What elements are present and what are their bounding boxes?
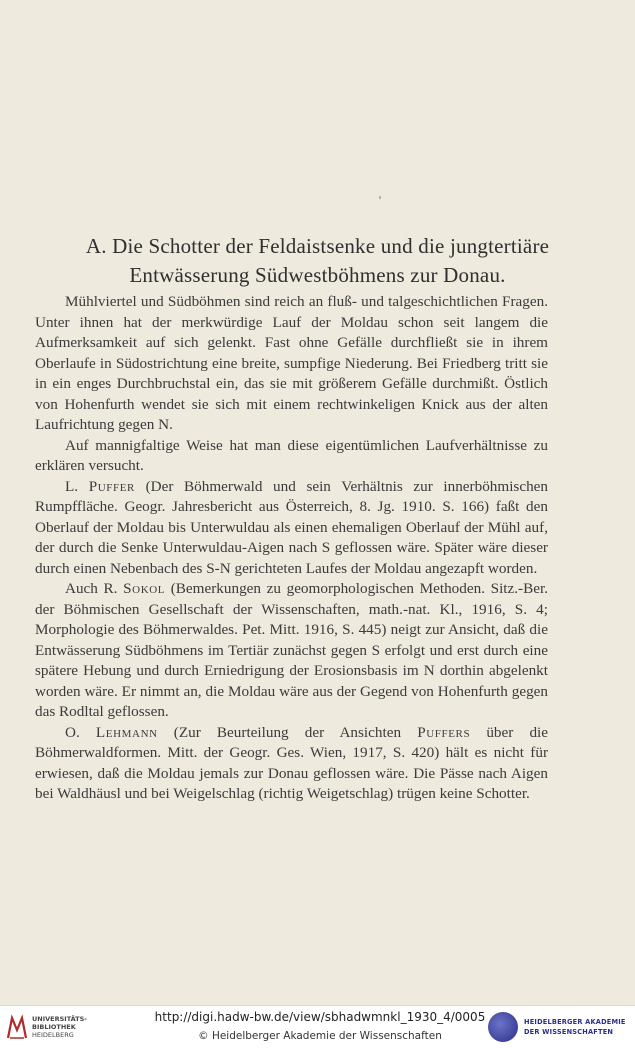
academy-logo[interactable]: [488, 1010, 633, 1044]
library-logo-text: [32, 1015, 87, 1039]
body-text: [35, 292, 548, 805]
library-emblem-icon: [6, 1014, 28, 1040]
author-name-puffer: Puffer: [88, 477, 135, 495]
paragraph-4-lead: Auch R.: [65, 580, 124, 597]
heading-line-2: Entwässerung Südwestböhmens zur Donau.: [129, 263, 506, 287]
author-name-lehmann: Lehmann: [95, 723, 158, 741]
paragraph-4: [35, 579, 548, 723]
viewer-footer: [0, 1005, 635, 1048]
heading-line-1: A. Die Schotter der Feldaistsenke und die jungtertiäre: [85, 234, 550, 258]
library-logo-line-1: UNIVERSITÄTS-: [32, 1015, 87, 1023]
paragraph-3: [35, 477, 548, 580]
permalink-url[interactable]: http://digi.hadw-bw.de/view/sbhadwmnkl_1930_4/0005: [154, 1010, 486, 1024]
paragraph-5: [35, 723, 548, 805]
speck-mark: [379, 196, 381, 199]
academy-logo-line-2: DER WISSENSCHAFTEN: [524, 1028, 614, 1036]
paragraph-5-text-a: (Zur Beurteilung der Ansichten: [157, 723, 418, 741]
library-logo-line-2: BIBLIOTHEK: [32, 1023, 76, 1031]
paragraph-5-text-b: über die Böhmerwaldformen. Mitt. der Geogr. Ges. Wien, 1917, S. 420) hält es nicht für erwiesen, daß die Moldau jemals zur Donau geflossen wäre. Die Pässe nach Aigen bei Waldhäusl und bei Weigelschlag (richtig Weigetschlag) trügen keine Schotter.: [35, 723, 549, 802]
university-library-logo[interactable]: [6, 1012, 116, 1042]
academy-emblem-icon: [488, 1012, 518, 1042]
academy-logo-line-1: HEIDELBERGER AKADEMIE: [524, 1018, 626, 1026]
paragraph-4-text: (Bemerkungen zu geomorphologischen Methoden. Sitz.-Ber. der Böhmischen Gesellschaft der Wissenschaften, math.-nat. Kl., 1916, S. 4; Morphologie des Böhmerwaldes. Pet. Mitt. 1916, S. 445) neigt zur Ansicht, daß die Entwässerung Südböhmens im Tertiär zunächst gegen S erfolgt und erst durch eine spätere Hebung und durch Erniedrigung der Erosionsbasis im N dorthin abgelenkt worden wäre. Er nimmt an, die Moldau wäre aus der Gegend von Hohenfurth gegen das Rodltal geflossen.: [35, 580, 549, 720]
chapter-heading: [20, 232, 615, 290]
academy-logo-text: [524, 1017, 626, 1037]
paragraph-3-lead: L.: [65, 477, 89, 495]
author-name-sokol: Sokol: [123, 580, 166, 597]
paragraph-2: Auf mannigfaltige Weise hat man diese eigentümlichen Laufverhältnisse zu erklären versucht.: [35, 436, 548, 474]
paragraph-1: Mühlviertel und Südböhmen sind reich an fluß- und talgeschichtlichen Fragen. Unter ihnen hat der merkwürdige Lauf der Moldau schon seit langem die Aufmerksamkeit auf sich gelenkt. Fast ohne Gefälle durchfließt sie in ihrem Oberlaufe in Südostrichtung eine breite, sumpfige Niederung. Bei Friedberg tritt sie in ein enges Durchbruchstal ein, das sie mit größerem Gefälle durchmißt. Östlich von Hohenfurth wendet sie sich mit einem rechtwinkeligen Knick aus der alten Laufrichtung gegen N.: [35, 293, 548, 433]
paragraph-3-text: (Der Böhmerwald und sein Verhältnis zur innerböhmischen Rumpffläche. Geogr. Jahresbericht aus Österreich, 8. Jg. 1910. S. 166) faßt den Oberlauf der Moldau bis Unterwuldau als einen ehemaligen Oberlauf der Mühl auf, der durch die Senke Unterwuldau-Aigen nach S geflossen wäre. Später wäre dieser durch einen Nebenbach des S-N gerichteten Laufes der Moldau angezapft worden.: [35, 477, 548, 577]
library-logo-line-3: HEIDELBERG: [32, 1031, 74, 1039]
author-name-puffers: Puffers: [417, 723, 471, 741]
copyright-notice: © Heidelberger Akademie der Wissenschaften: [198, 1030, 442, 1042]
paragraph-5-lead: O.: [65, 723, 96, 741]
